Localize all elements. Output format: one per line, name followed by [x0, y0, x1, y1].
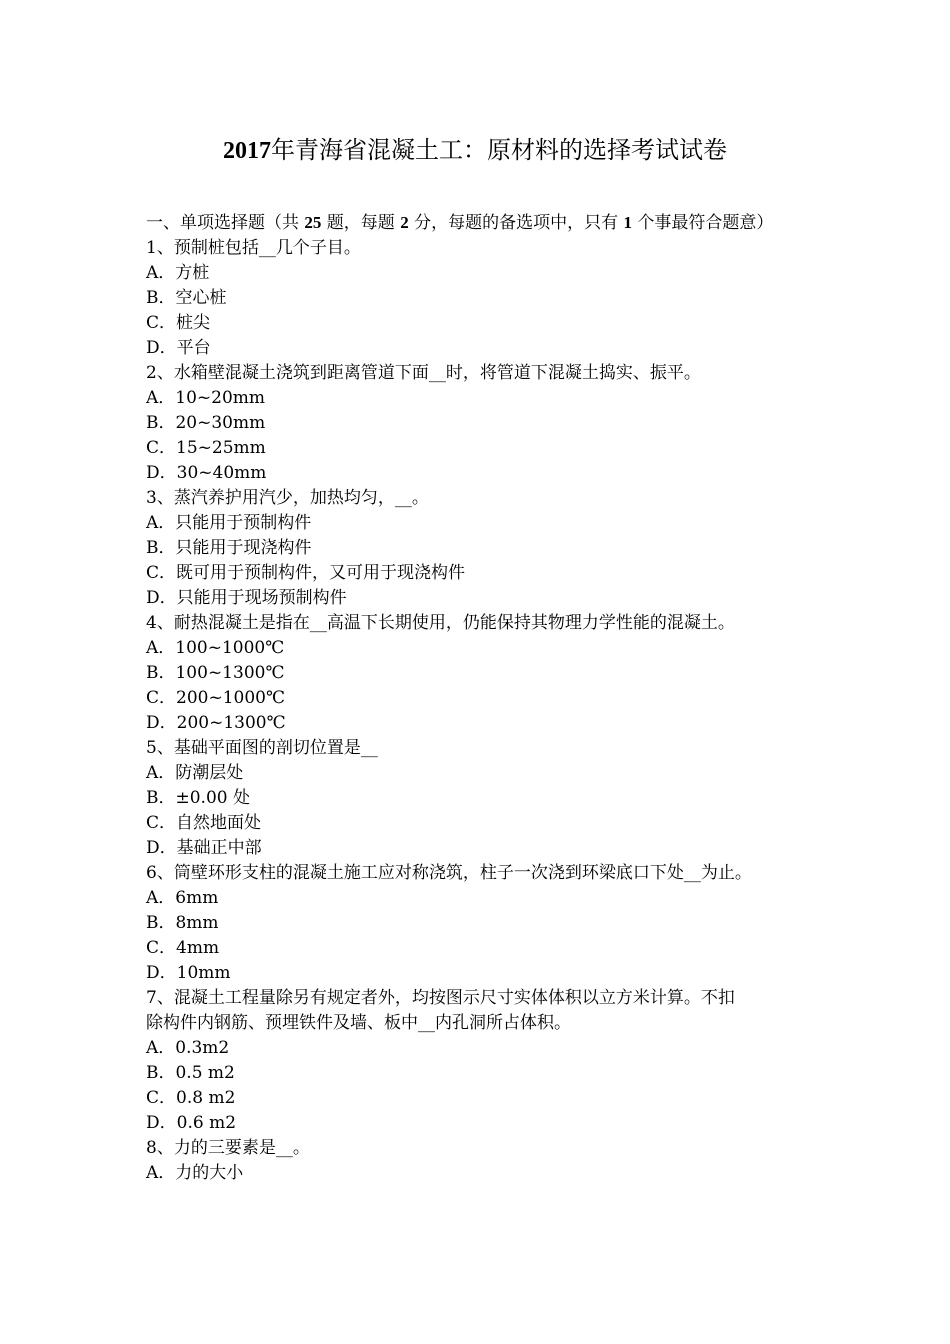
answer-option: D．0.6 m2: [146, 1113, 237, 1133]
answer-option: D．基础正中部: [146, 838, 262, 858]
section-header-text: 题，每题: [321, 213, 401, 233]
answer-count: 1: [623, 213, 633, 232]
exam-content: [146, 210, 816, 1186]
section-header-text: 个事最符合题意）: [632, 213, 774, 233]
answer-option: A．方桩: [146, 263, 210, 283]
answer-option: B．100~1300℃: [146, 663, 285, 683]
page-title: [0, 132, 950, 169]
question-text: 3、蒸汽养护用汽少，加热均匀，__。: [146, 488, 429, 508]
question-text: 2、水箱壁混凝土浇筑到距离管道下面__时，将管道下混凝土捣实、振平。: [146, 363, 701, 383]
question-item: [146, 236, 816, 361]
question-list: [146, 236, 816, 1186]
answer-option: A．力的大小: [146, 1163, 244, 1183]
answer-option: C．既可用于预制构件，又可用于现浇构件: [146, 563, 466, 583]
answer-option: B．20~30mm: [146, 413, 266, 433]
answer-option: B．只能用于现浇构件: [146, 538, 312, 558]
question-text: 5、基础平面图的剖切位置是__: [146, 738, 378, 758]
answer-option: B．±0.00 处: [146, 788, 250, 808]
question-text: 8、力的三要素是__。: [146, 1138, 310, 1158]
answer-option: A．10~20mm: [146, 388, 266, 408]
question-item: [146, 736, 816, 861]
question-text: 除构件内钢筋、预埋铁件及墙、板中__内孔洞所占体积。: [146, 1013, 571, 1033]
answer-option: D．30~40mm: [146, 463, 267, 483]
answer-option: C．自然地面处: [146, 813, 262, 833]
answer-option: A．0.3m2: [146, 1038, 230, 1058]
answer-option: C．4mm: [146, 938, 220, 958]
answer-option: A．6mm: [146, 888, 219, 908]
answer-option: D．只能用于现场预制构件: [146, 588, 347, 608]
answer-option: A．只能用于预制构件: [146, 513, 312, 533]
answer-option: D．平台: [146, 338, 211, 358]
question-count: 25: [304, 213, 322, 232]
answer-option: C．桩尖: [146, 313, 211, 333]
question-text: 7、混凝土工程量除另有规定者外，均按图示尺寸实体体积以立方米计算。不扣: [146, 988, 735, 1008]
question-text: 6、筒壁环形支柱的混凝土施工应对称浇筑，柱子一次浇到环梁底口下处__为止。: [146, 863, 752, 883]
question-item: [146, 611, 816, 736]
question-item: [146, 1136, 816, 1186]
answer-option: D．10mm: [146, 963, 231, 983]
answer-option: D．200~1300℃: [146, 713, 286, 733]
section-header-text: 分，每题的备选项中，只有: [408, 213, 624, 233]
answer-option: C．15~25mm: [146, 438, 266, 458]
question-item: [146, 486, 816, 611]
title-year: 2017: [223, 138, 271, 164]
section-header: [146, 210, 816, 236]
question-item: [146, 986, 816, 1136]
question-text: 1、预制桩包括__几个子目。: [146, 238, 361, 258]
answer-option: C．0.8 m2: [146, 1088, 236, 1108]
answer-option: A．100~1000℃: [146, 638, 285, 658]
question-text: 4、耐热混凝土是指在__高温下长期使用，仍能保持其物理力学性能的混凝土。: [146, 613, 735, 633]
question-score: 2: [400, 213, 409, 232]
section-header-text: 一、单项选择题（共: [146, 213, 305, 233]
answer-option: A．防潮层处: [146, 763, 244, 783]
answer-option: B．0.5 m2: [146, 1063, 235, 1083]
question-item: [146, 361, 816, 486]
answer-option: B．空心桩: [146, 288, 227, 308]
answer-option: B．8mm: [146, 913, 219, 933]
answer-option: C．200~1000℃: [146, 688, 285, 708]
title-text: 年青海省混凝土工：原材料的选择考试试卷: [271, 136, 727, 164]
question-item: [146, 861, 816, 986]
